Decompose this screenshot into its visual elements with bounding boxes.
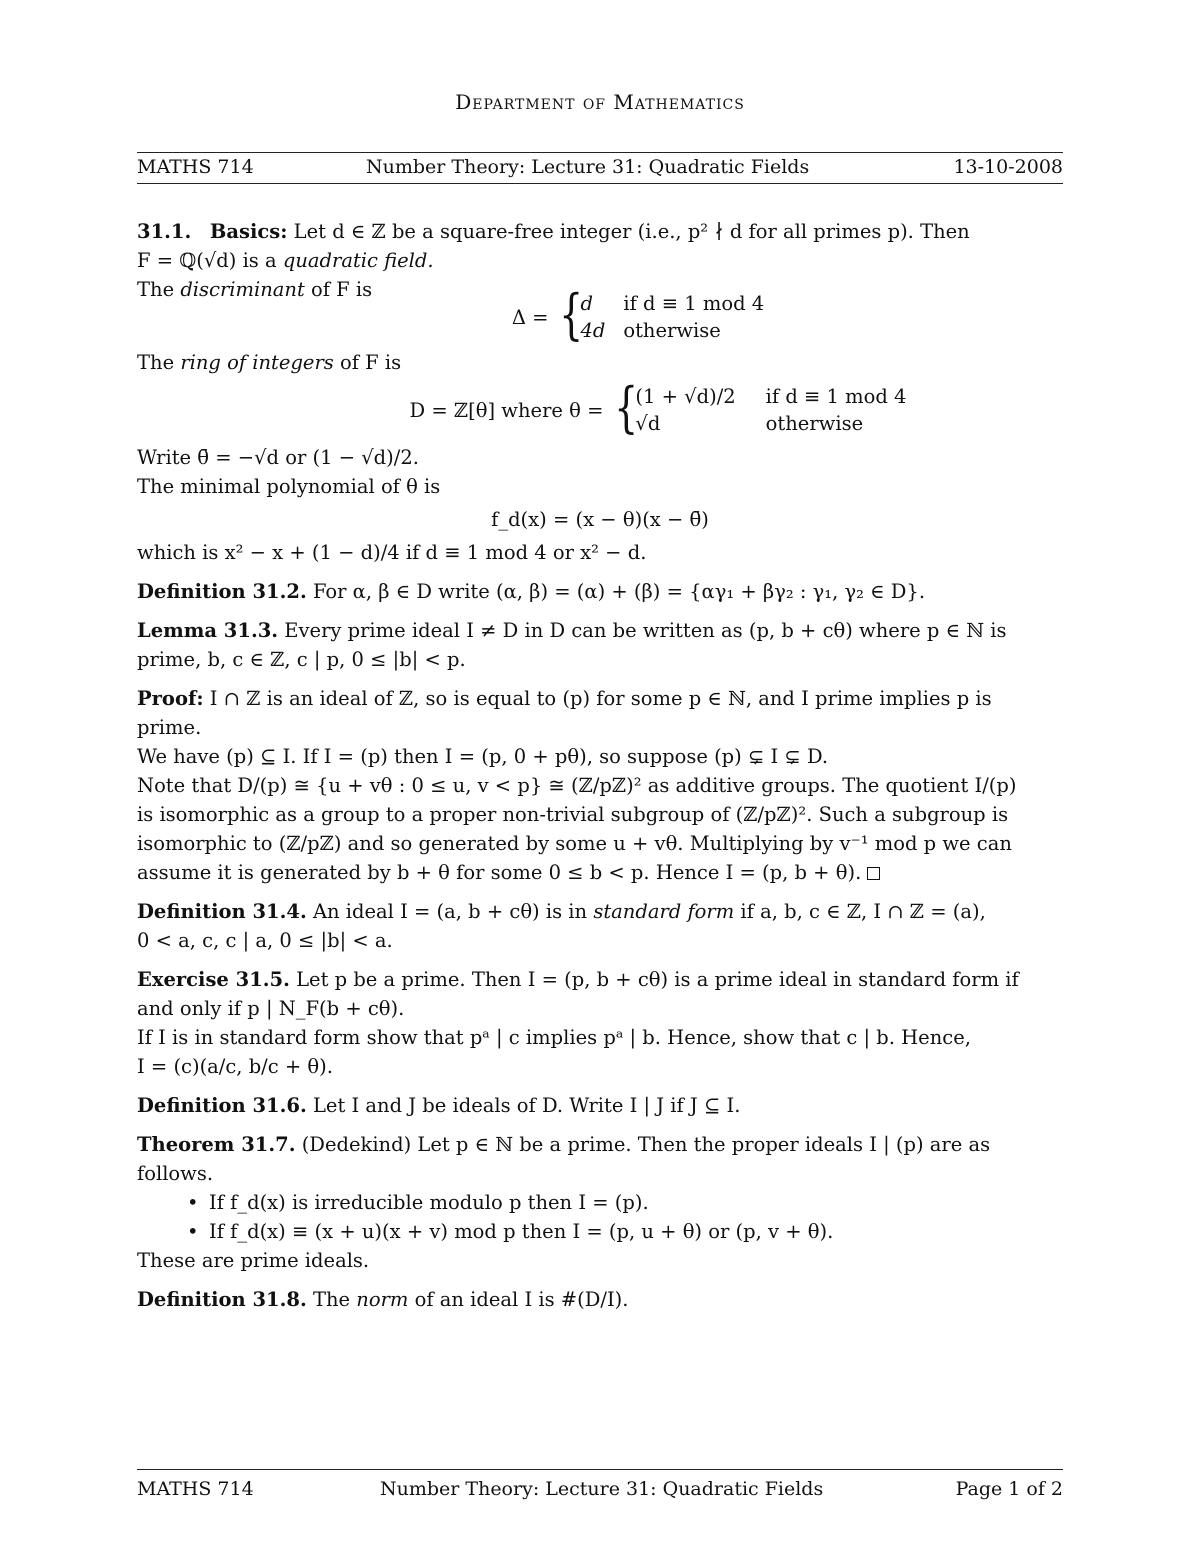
ex5-line3: If I is in standard form show that pᵃ | c implies pᵃ | b. Hence, show that c | b. Hence,: [137, 1026, 971, 1049]
proof-line5: is isomorphic as a group to a proper non-trivial subgroup of (ℤ/pℤ)². Such a subgroup is: [137, 803, 1009, 826]
proof-line2: prime.: [137, 716, 202, 739]
delta-cases: [554, 283, 778, 346]
page-header: [137, 152, 1063, 184]
thm7-bullet1-text: If f_d(x) is irreducible modulo p then I = (p).: [209, 1191, 649, 1214]
def8-text-c: of an ideal I is #(D/I).: [408, 1288, 629, 1311]
proof-line1: I ∩ ℤ is an ideal of ℤ, so is equal to (p) for some p ∈ ℕ, and I prime implies p is: [209, 687, 992, 710]
disc-text-a: The: [137, 278, 181, 301]
definition-31-6: [137, 1091, 1063, 1120]
thm7-bullet2-text: If f_d(x) ≡ (x + u)(x + v) mod p then I = (p, u + θ) or (p, v + θ).: [209, 1220, 834, 1243]
def4-line2: 0 < a, c, c | a, 0 ≤ |b| < a.: [137, 929, 393, 952]
left-brace: {: [559, 283, 584, 346]
theta-case1-value: (1 + √d)/2: [635, 385, 736, 408]
exercise-31-5: [137, 965, 1063, 994]
def6-text: Let I and J be ideals of D. Write I | J if J ⊆ I.: [312, 1094, 741, 1117]
basics-text1: Let d ∈ ℤ be a square-free integer (i.e., p² ∤ d for all primes p). Then: [293, 220, 970, 243]
ring-lhs: D = ℤ[θ] where θ =: [409, 398, 604, 422]
thm7-bullet1: [137, 1188, 1063, 1217]
write-theta-bar: Write θ̄ = −√d or (1 − √d)/2.: [137, 446, 419, 469]
footer-title: Number Theory: Lecture 31: Quadratic Fields: [380, 1478, 824, 1500]
def8-heading: Definition 31.8.: [137, 1288, 307, 1311]
theta-case2-value: √d: [635, 412, 661, 435]
proof-heading: Proof:: [137, 687, 204, 710]
delta-case2-cond: otherwise: [623, 319, 721, 342]
ring-intro: [137, 348, 1063, 377]
qed-box-icon: [867, 867, 880, 880]
proof-line7: assume it is generated by b + θ for some 0 ≤ b < p. Hence I = (p, b + θ).: [137, 861, 862, 884]
proof-line7-wrap: [137, 858, 1063, 887]
basics-number: 31.1.: [137, 220, 192, 243]
header-course: MATHS 714: [137, 156, 254, 178]
header-title: Number Theory: Lecture 31: Quadratic Fields: [366, 156, 810, 178]
def6-heading: Definition 31.6.: [137, 1094, 307, 1117]
footer-page-number: Page 1 of 2: [955, 1478, 1063, 1500]
quadratic-field-term: quadratic field.: [282, 249, 434, 272]
theorem-31-7: [137, 1130, 1063, 1159]
lemma-31-3: [137, 616, 1063, 645]
ring-text-a: The: [137, 351, 181, 374]
discriminant-term: discriminant: [180, 278, 305, 301]
definition-31-8: [137, 1285, 1063, 1314]
thm7-heading: Theorem 31.7.: [137, 1133, 296, 1156]
standard-form-term: standard form: [593, 900, 735, 923]
theta-case2-cond: otherwise: [765, 412, 864, 435]
page-footer: [137, 1469, 1063, 1504]
lem3-heading: Lemma 31.3.: [137, 619, 279, 642]
ex5-line4: I = (c)(a/c, b/c + θ).: [137, 1055, 333, 1078]
header-date: 13-10-2008: [953, 156, 1063, 178]
def4-text-c: if a, b, c ∈ ℤ, I ∩ ℤ = (a),: [734, 900, 986, 923]
ex5-line2: and only if p | N_F(b + cθ).: [137, 997, 405, 1020]
proof-line3: We have (p) ⊆ I. If I = (p) then I = (p, 0 + pθ), so suppose (p) ⊊ I ⊊ D.: [137, 745, 829, 768]
proof: [137, 684, 1063, 713]
bullet-icon: •: [187, 1191, 199, 1214]
thm7-line1: (Dedekind) Let p ∈ ℕ be a prime. Then the proper ideals I | (p) are as: [301, 1133, 991, 1156]
ex5-heading: Exercise 31.5.: [137, 968, 290, 991]
def8-text-a: The: [312, 1288, 357, 1311]
theta-cases: [609, 376, 920, 439]
minimal-polynomial-cases: which is x² − x + (1 − d)/4 if d ≡ 1 mod 4 or x² − d.: [137, 541, 647, 564]
lem3-line1: Every prime ideal I ≠ D in D can be written as (p, b + cθ) where p ∈ ℕ is: [284, 619, 1007, 642]
thm7-line3: These are prime ideals.: [137, 1249, 370, 1272]
footer-course: MATHS 714: [137, 1478, 254, 1500]
theta-case1-cond: if d ≡ 1 mod 4: [765, 385, 907, 408]
bullet-icon: •: [187, 1220, 199, 1243]
ex5-line1: Let p be a prime. Then I = (p, b + cθ) is a prime ideal in standard form if: [296, 968, 1019, 991]
def2-heading: Definition 31.2.: [137, 580, 307, 603]
def4-heading: Definition 31.4.: [137, 900, 307, 923]
def4-text-a: An ideal I = (a, b + cθ) is in: [312, 900, 594, 923]
basics-line1: [137, 217, 1063, 246]
lem3-line2: prime, b, c ∈ ℤ, c | p, 0 ≤ |b| < p.: [137, 648, 466, 671]
thm7-bullet2: [137, 1217, 1063, 1246]
basics-text2: F = ℚ(√d) is a: [137, 249, 283, 272]
minimal-polynomial-formula: f_d(x) = (x − θ)(x − θ̄): [491, 508, 709, 531]
department-title: Department of Mathematics: [455, 90, 745, 114]
basics-line2: [137, 246, 1063, 275]
delta-case1-value: d: [580, 292, 593, 315]
delta-case1-cond: if d ≡ 1 mod 4: [623, 292, 765, 315]
norm-term: norm: [356, 1288, 409, 1311]
definition-31-2: [137, 577, 1063, 606]
ring-of-integers-term: ring of integers: [180, 351, 334, 374]
ring-text-c: of F is: [333, 351, 402, 374]
left-brace: {: [614, 376, 639, 439]
delta-case2-value: 4d: [580, 319, 606, 342]
lecture-content: [137, 217, 1063, 1314]
def2-text: For α, β ∈ D write (α, β) = (α) + (β) = {αγ₁ + βγ₂ : γ₁, γ₂ ∈ D}.: [312, 580, 926, 603]
disc-text-c: of F is: [304, 278, 373, 301]
thm7-line2: follows.: [137, 1162, 214, 1185]
minimal-polynomial-intro: The minimal polynomial of θ is: [137, 475, 441, 498]
delta-lhs: Δ =: [511, 305, 549, 329]
ring-formula: [267, 376, 1063, 439]
proof-line4: Note that D/(p) ≅ {u + vθ : 0 ≤ u, v < p} ≅ (ℤ/pℤ)² as additive groups. The quotient I/(p): [137, 774, 1017, 797]
basics-heading: Basics:: [209, 220, 288, 243]
definition-31-4: [137, 897, 1063, 926]
proof-line6: isomorphic to (ℤ/pℤ) and so generated by some u + vθ. Multiplying by v⁻¹ mod p we can: [137, 832, 1012, 855]
